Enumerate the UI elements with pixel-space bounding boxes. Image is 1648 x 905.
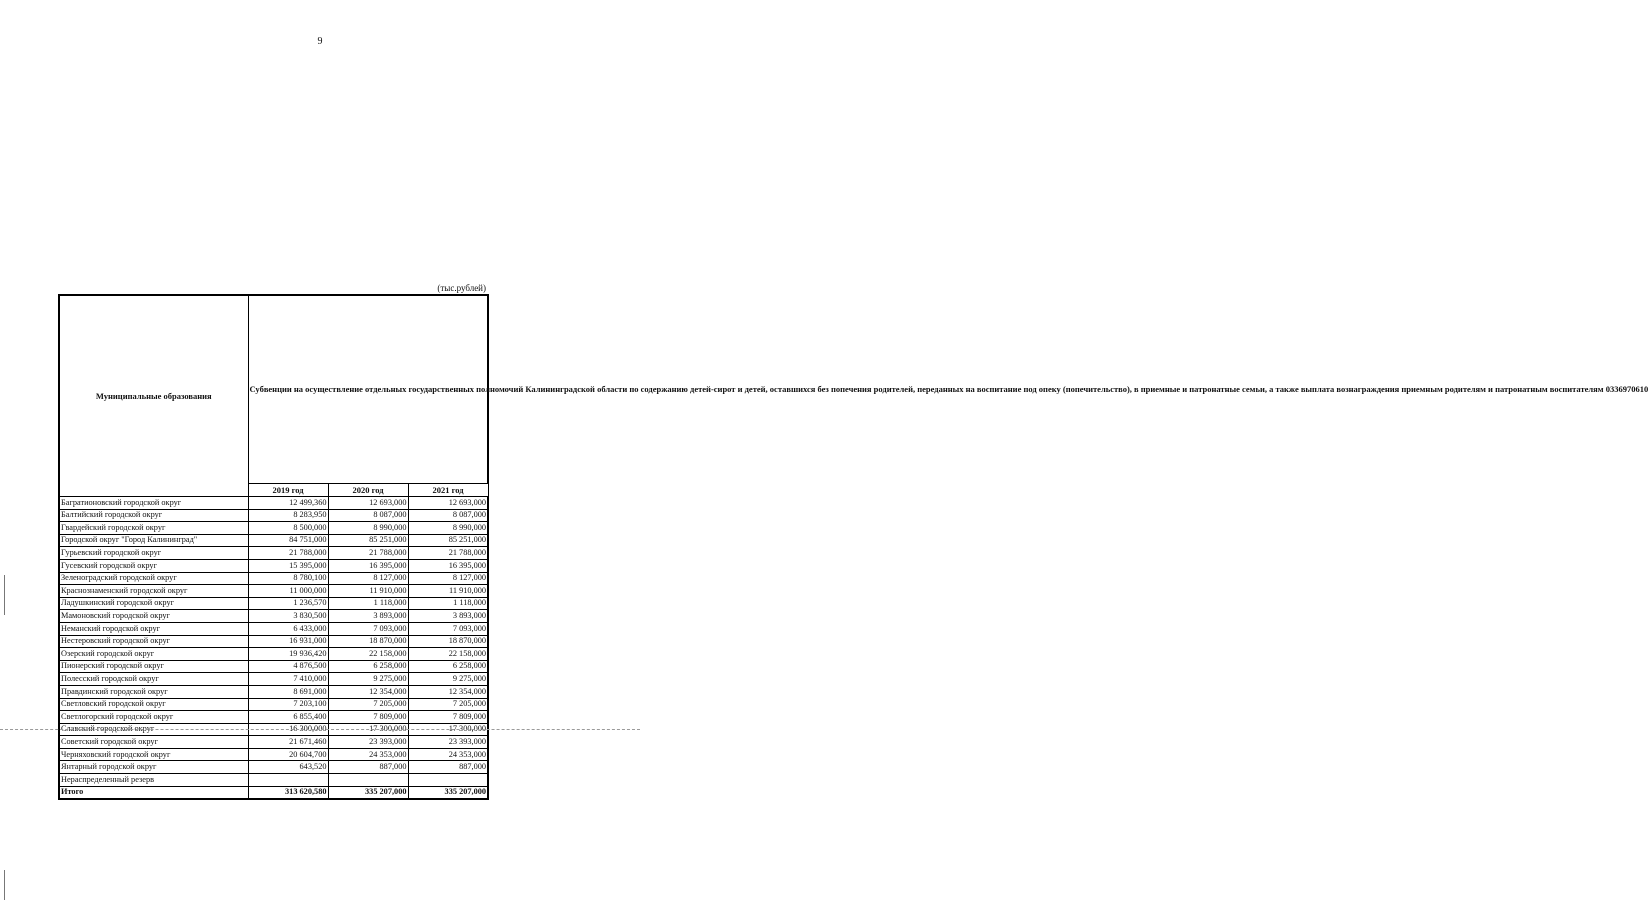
value-2021: 85 251,000 [408, 534, 488, 547]
municipality-name: Нераспределенный резерв [59, 774, 248, 787]
municipality-name: Балтийский городской округ [59, 509, 248, 522]
value-2019: 8 780,100 [248, 572, 328, 585]
value-2019 [248, 774, 328, 787]
value-2020: 3 893,000 [328, 610, 408, 623]
value-2020 [328, 774, 408, 787]
value-2020: 12 354,000 [328, 685, 408, 698]
value-2019: 6 433,000 [248, 622, 328, 635]
value-2020: 887,000 [328, 761, 408, 774]
value-2021: 21 788,000 [408, 547, 488, 560]
value-2021: 8 127,000 [408, 572, 488, 585]
value-2020: 8 087,000 [328, 509, 408, 522]
value-2019: 6 855,400 [248, 711, 328, 724]
value-2021: 18 870,000 [408, 635, 488, 648]
municipality-name: Полесский городской округ [59, 673, 248, 686]
value-2020: 24 353,000 [328, 748, 408, 761]
value-2019: 8 691,000 [248, 685, 328, 698]
municipality-name: Пионерский городской округ [59, 660, 248, 673]
value-2019: 84 751,000 [248, 534, 328, 547]
table-row [59, 622, 488, 635]
municipality-name: Янтарный городской округ [59, 761, 248, 774]
value-2021: 8 990,000 [408, 522, 488, 535]
municipality-name: Багратионовский городской округ [59, 497, 248, 510]
value-2020: 6 258,000 [328, 660, 408, 673]
table-row [59, 748, 488, 761]
value-2020: 22 158,000 [328, 648, 408, 661]
table-row [59, 685, 488, 698]
municipality-name: Гурьевский городской округ [59, 547, 248, 560]
value-2021: 7 093,000 [408, 622, 488, 635]
table-body [59, 497, 488, 800]
value-2020: 8 990,000 [328, 522, 408, 535]
value-2020: 17 300,000 [328, 723, 408, 736]
value-2019: 21 788,000 [248, 547, 328, 560]
scan-edge-mark [4, 870, 5, 900]
municipality-name: Нестеровский городской округ [59, 635, 248, 648]
value-2021 [408, 774, 488, 787]
table-row [59, 547, 488, 560]
units-label: (тыс.рублей) [437, 283, 486, 293]
table-row [59, 660, 488, 673]
year-header-2019: 2019 год [248, 484, 328, 497]
total-2019: 313 620,580 [248, 786, 328, 799]
value-2020: 7 809,000 [328, 711, 408, 724]
value-2021: 8 087,000 [408, 509, 488, 522]
value-2021: 7 809,000 [408, 711, 488, 724]
total-row [59, 786, 488, 799]
value-2021: 3 893,000 [408, 610, 488, 623]
value-2020: 21 788,000 [328, 547, 408, 560]
value-2019: 16 931,000 [248, 635, 328, 648]
value-2019: 1 236,570 [248, 597, 328, 610]
page-number: 9 [317, 36, 323, 47]
value-2019: 15 395,000 [248, 559, 328, 572]
value-2021: 11 910,000 [408, 585, 488, 598]
value-2019: 19 936,420 [248, 648, 328, 661]
municipality-name: Светловский городской округ [59, 698, 248, 711]
municipality-name: Зеленоградский городской округ [59, 572, 248, 585]
subvention-header: Субвенции на осуществление отдельных государственных полномочий Калининградской области по содержанию детей-сирот и детей, оставшихся без попечения родителей, переданных на воспитание под опеку (попечительство), в приемные и патронатные семьи, а также выплата вознаграждения приемным родителям и патронатным воспитателям 0336970610 [248, 295, 488, 484]
value-2020: 7 205,000 [328, 698, 408, 711]
scan-edge-mark [4, 575, 5, 615]
value-2019: 16 300,000 [248, 723, 328, 736]
table-row [59, 774, 488, 787]
municipality-name: Советский городской округ [59, 736, 248, 749]
value-2021: 23 393,000 [408, 736, 488, 749]
table-row [59, 673, 488, 686]
value-2020: 7 093,000 [328, 622, 408, 635]
municipality-name: Озерский городской округ [59, 648, 248, 661]
table-row [59, 509, 488, 522]
table-row [59, 497, 488, 510]
municipality-header: Муниципальные образования [59, 295, 248, 497]
table-row [59, 597, 488, 610]
value-2021: 24 353,000 [408, 748, 488, 761]
value-2019: 3 830,500 [248, 610, 328, 623]
value-2019: 7 203,100 [248, 698, 328, 711]
value-2021: 12 693,000 [408, 497, 488, 510]
value-2021: 16 395,000 [408, 559, 488, 572]
table-row [59, 572, 488, 585]
municipality-name: Черняховский городской округ [59, 748, 248, 761]
value-2021: 7 205,000 [408, 698, 488, 711]
municipality-name: Гвардейский городской округ [59, 522, 248, 535]
total-label: Итого [59, 786, 248, 799]
value-2021: 17 300,000 [408, 723, 488, 736]
year-header-2021: 2021 год [408, 484, 488, 497]
subvention-table [58, 294, 1648, 800]
total-2020: 335 207,000 [328, 786, 408, 799]
value-2021: 6 258,000 [408, 660, 488, 673]
municipality-name: Мамоновский городской округ [59, 610, 248, 623]
value-2020: 11 910,000 [328, 585, 408, 598]
value-2021: 887,000 [408, 761, 488, 774]
municipality-name: Городской округ "Город Калининград" [59, 534, 248, 547]
value-2020: 85 251,000 [328, 534, 408, 547]
value-2019: 20 604,700 [248, 748, 328, 761]
value-2020: 23 393,000 [328, 736, 408, 749]
scan-fold-line [0, 729, 640, 730]
table-row [59, 635, 488, 648]
value-2019: 12 499,360 [248, 497, 328, 510]
table-row [59, 585, 488, 598]
value-2020: 1 118,000 [328, 597, 408, 610]
table-row [59, 698, 488, 711]
table-row [59, 648, 488, 661]
value-2020: 16 395,000 [328, 559, 408, 572]
municipality-name: Гусевский городской округ [59, 559, 248, 572]
municipality-name: Правдинский городской округ [59, 685, 248, 698]
municipality-name: Славский городской округ [59, 723, 248, 736]
value-2021: 22 158,000 [408, 648, 488, 661]
value-2019: 8 500,000 [248, 522, 328, 535]
table-row [59, 610, 488, 623]
value-2019: 643,520 [248, 761, 328, 774]
value-2019: 4 876,500 [248, 660, 328, 673]
value-2020: 9 275,000 [328, 673, 408, 686]
municipality-name: Неманский городской округ [59, 622, 248, 635]
table-row [59, 559, 488, 572]
value-2019: 11 000,000 [248, 585, 328, 598]
municipality-name: Ладушкинский городской округ [59, 597, 248, 610]
year-header-2020: 2020 год [328, 484, 408, 497]
value-2021: 12 354,000 [408, 685, 488, 698]
value-2019: 8 283,950 [248, 509, 328, 522]
table-row [59, 736, 488, 749]
total-2021: 335 207,000 [408, 786, 488, 799]
table-row [59, 711, 488, 724]
value-2021: 9 275,000 [408, 673, 488, 686]
value-2020: 8 127,000 [328, 572, 408, 585]
value-2019: 21 671,460 [248, 736, 328, 749]
table-row [59, 534, 488, 547]
value-2020: 12 693,000 [328, 497, 408, 510]
table-row [59, 761, 488, 774]
table-row [59, 522, 488, 535]
municipality-name: Светлогорский городской округ [59, 711, 248, 724]
value-2021: 1 118,000 [408, 597, 488, 610]
value-2019: 7 410,000 [248, 673, 328, 686]
value-2020: 18 870,000 [328, 635, 408, 648]
municipality-name: Краснознаменский городской округ [59, 585, 248, 598]
